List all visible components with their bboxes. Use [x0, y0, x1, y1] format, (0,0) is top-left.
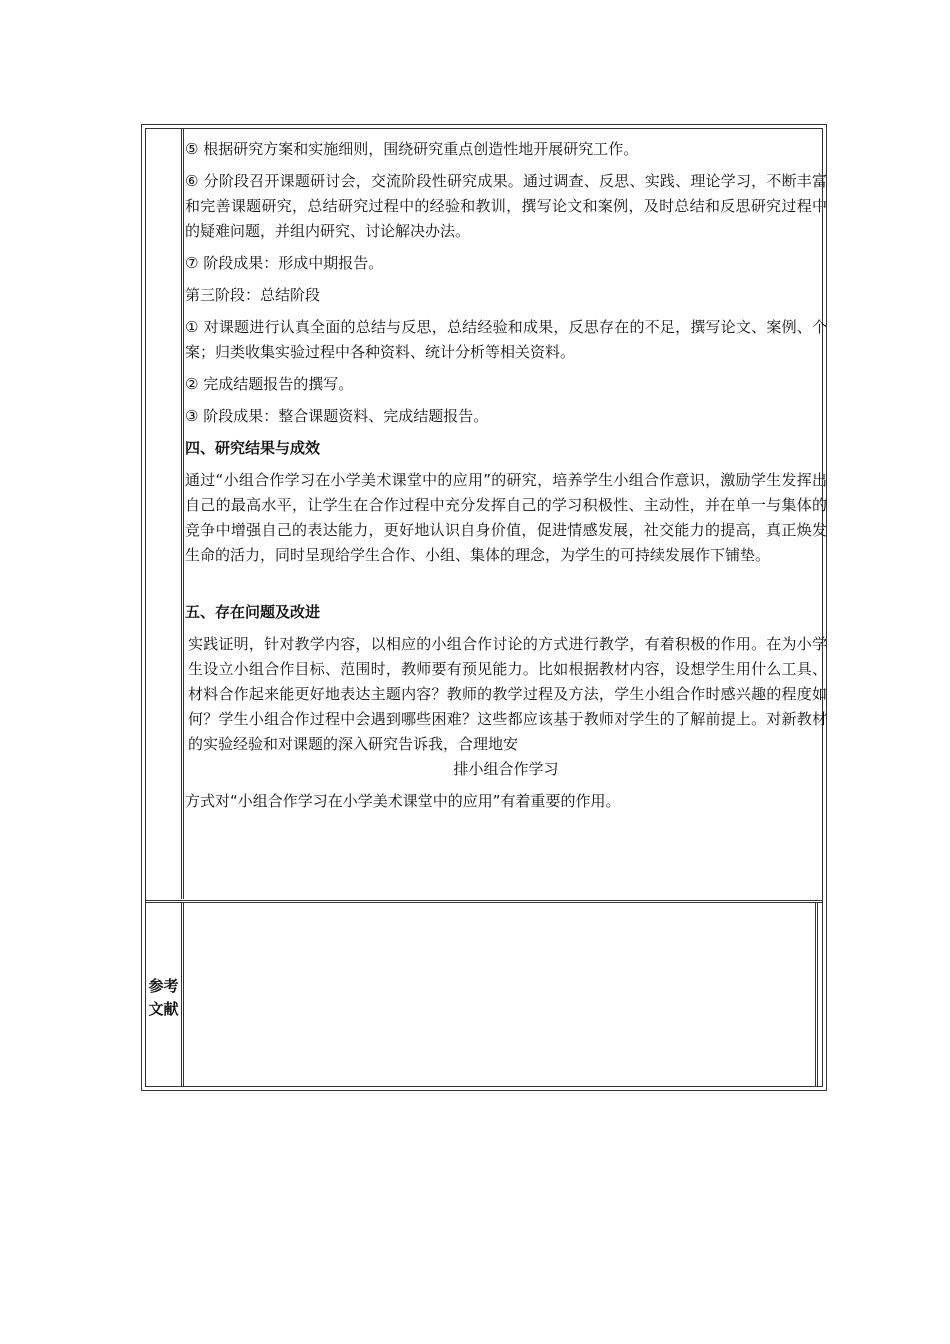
paragraph-stage3-item-1: ① 对课题进行认真全面的总结与反思，总结经验和成果，反思存在的不足，撰写论文、案例、个案；归类收集实验过程中各种资料、统计分析等相关资料。 — [185, 318, 827, 361]
content-row-body-cell — [184, 129, 827, 899]
section-five-heading: 五、存在问题及改进 — [185, 603, 321, 621]
report-content — [185, 137, 827, 821]
section-five-body: 实践证明，针对教学内容，以相应的小组合作讨论的方式进行教学，有着积极的作用。在为小学生设立小组合作目标、范围时，教师要有预见能力。比如根据教材内容，设想学生用什么工具、材料合作起来能更好地表达主题内容？教师的教学过程及方法，学生小组合作时感兴趣的程度如何？学生小组合作过程中会遇到哪些困难？这些都应该基于教师对学生的了解前提上。对新教材的实验经验和对课题的深入研究告诉我，合理地安 — [188, 635, 827, 753]
paragraph-item-5: ⑤ 根据研究方案和实施细则，围绕研究重点创造性地开展研究工作。 — [185, 140, 639, 158]
report-table — [141, 124, 827, 1091]
section-four-body: 通过“小组合作学习在小学美术课堂中的应用”的研究，培养学生小组合作意识，激励学生发挥出自己的最高水平，让学生在合作过程中充分发挥自己的学习积极性、主动性，并在单一与集体的竞争中增强自己的表达能力，更好地认识自身价值，促进情感发展，社交能力的提高，真正焕发生命的活力，同时呈现给学生合作、小组、集体的理念，为学生的可持续发展作下铺垫。 — [185, 471, 827, 564]
references-body-cell — [184, 903, 818, 1086]
spacer — [185, 575, 827, 600]
section-five-body-end: 方式对“小组合作学习在小学美术课堂中的应用”有着重要的作用。 — [185, 792, 621, 810]
references-label — [146, 975, 181, 1021]
content-row — [146, 129, 827, 899]
section-four-heading: 四、研究结果与成效 — [185, 439, 321, 457]
section-five-body-center: 排小组合作学习 — [453, 760, 559, 778]
stage-three-title: 第三阶段：总结阶段 — [185, 286, 321, 304]
paragraph-stage3-item-2: ② 完成结题报告的撰写。 — [185, 375, 354, 393]
paragraph-item-6: ⑥ 分阶段召开课题研讨会，交流阶段性研究成果。通过调查、反思、实践、理论学习，不断丰富和完善课题研究，总结研究过程中的经验和教训，撰写论文和案例，及时总结和反思研究过程中的疑难问题，并组内研究、讨论解决办法。 — [185, 172, 827, 240]
references-label-cell — [146, 903, 184, 1086]
report-table-inner — [145, 128, 827, 1087]
paragraph-stage3-item-3: ③ 阶段成果：整合课题资料、完成结题报告。 — [185, 407, 489, 425]
references-row — [146, 900, 822, 1086]
content-row-label-cell — [146, 129, 184, 899]
references-label-line1: 参考 — [148, 977, 179, 995]
paragraph-item-7: ⑦ 阶段成果：形成中期报告。 — [185, 254, 384, 272]
references-label-line2: 文献 — [148, 1000, 179, 1018]
